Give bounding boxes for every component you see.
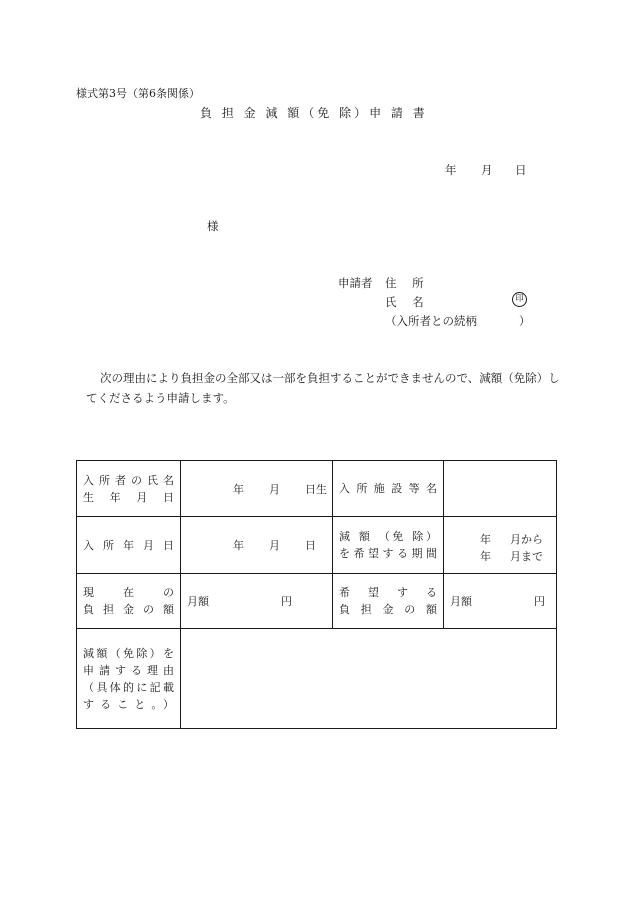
admission-year-label: 年	[233, 539, 244, 552]
yen-label: 円	[281, 595, 292, 608]
label-line: 減 額 （免 除）	[339, 530, 437, 543]
dob-month-label: 月	[269, 482, 280, 496]
from-year-label: 年	[480, 533, 491, 546]
current-charge-label	[77, 574, 181, 629]
label-line: 申請する理由	[83, 663, 174, 677]
yen-label: 円	[534, 595, 545, 608]
admission-day-label: 日	[305, 539, 316, 552]
label-line: 希 望 す る	[339, 586, 437, 599]
form-number: 様式第3号（第6条関係）	[76, 87, 200, 100]
admission-date-label	[77, 517, 181, 574]
name-label: 氏 名	[385, 295, 430, 309]
address-label: 住 所	[385, 276, 430, 290]
label-line: 負担金の額	[83, 603, 174, 616]
reason-field[interactable]	[181, 629, 557, 729]
table-row	[77, 574, 557, 629]
facility-name-label	[333, 461, 444, 517]
dob-year-label: 年	[233, 482, 244, 496]
desired-period-field[interactable]	[444, 517, 557, 574]
resident-dob-field[interactable]	[181, 461, 333, 517]
label-line: 入 所 年 月 日	[83, 538, 174, 552]
application-statement: 次の理由により負担金の全部又は一部を負担することができませんので、減額（免除）してくださるよう申請します。	[86, 371, 560, 405]
admission-date-field[interactable]	[181, 517, 333, 574]
date-month-label: 月	[481, 163, 493, 177]
resident-name-dob-label	[77, 461, 181, 517]
label-line: 入所者の氏名	[83, 473, 174, 487]
desired-charge-label	[333, 574, 444, 629]
to-year-label: 年	[480, 550, 491, 563]
addressee-suffix: 様	[207, 219, 219, 233]
desired-period-label	[333, 517, 444, 574]
label-line: 生 年 月 日	[83, 490, 174, 504]
dob-day-label: 日生	[305, 482, 327, 496]
monthly-label: 月額	[187, 595, 209, 608]
table-row	[77, 629, 557, 729]
label-line: 減額（免除）を	[83, 646, 174, 660]
facility-name-field[interactable]	[444, 461, 557, 517]
date-year-label: 年	[445, 163, 457, 177]
monthly-label: 月額	[450, 595, 472, 608]
label-line: 入所施設等名	[339, 482, 437, 495]
application-table	[76, 460, 557, 729]
relation-close-paren: ）	[519, 314, 531, 328]
seal-mark: 印	[512, 292, 527, 307]
table-row	[77, 461, 557, 517]
relation-label: （入所者との続柄	[385, 314, 477, 328]
date-day-label: 日	[515, 163, 527, 177]
label-line: を希望する期間	[339, 547, 437, 560]
applicant-label: 申請者	[338, 276, 373, 290]
to-month-label: 月まで	[510, 550, 543, 563]
admission-month-label: 月	[269, 539, 280, 552]
desired-charge-field[interactable]	[444, 574, 557, 629]
reason-label	[77, 629, 181, 729]
current-charge-field[interactable]	[181, 574, 333, 629]
from-month-label: 月から	[510, 533, 543, 546]
label-line: すること。）	[83, 697, 174, 711]
table-row	[77, 517, 557, 574]
label-line: 負担金の額	[339, 603, 437, 616]
label-line: 現 在 の	[83, 586, 174, 599]
label-line: （具体的に記載	[83, 680, 174, 694]
document-title: 負 担 金 減 額（免 除）申 請 書	[200, 106, 428, 120]
